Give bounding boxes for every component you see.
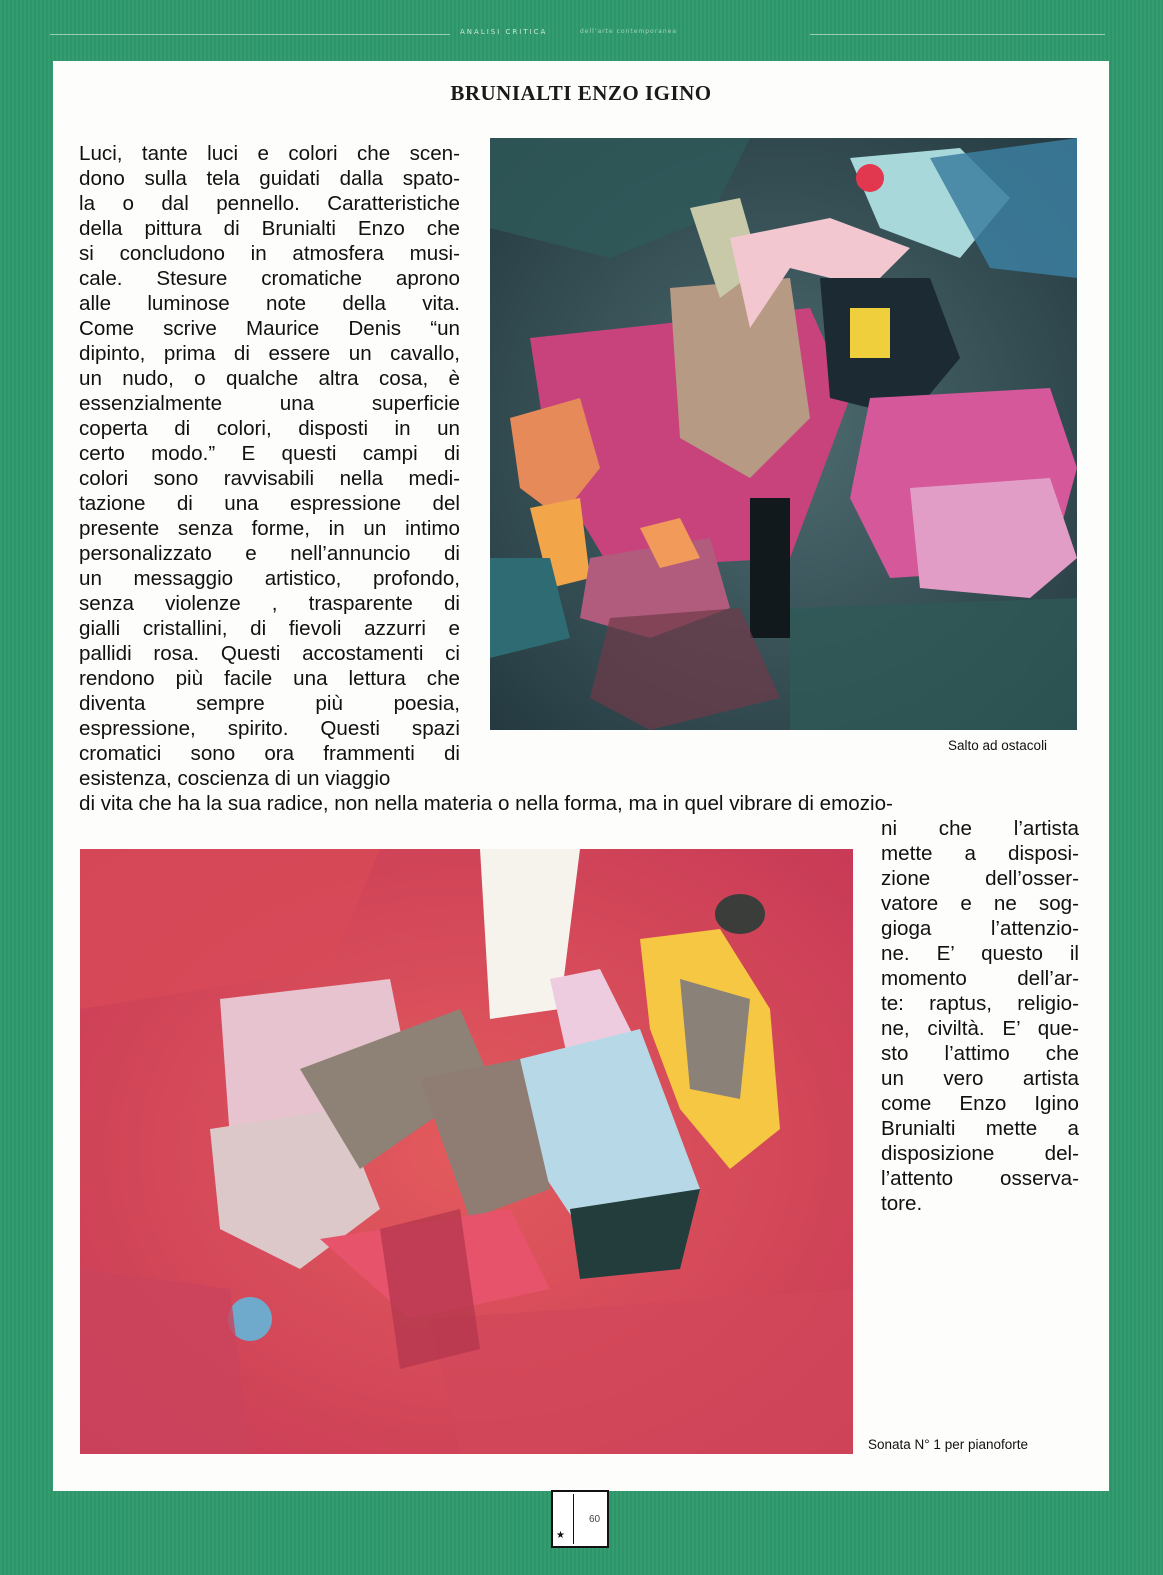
text-line: coperta di colori, disposti in un: [79, 417, 460, 440]
article-full-width-line: di vita che ha la sua radice, non nella materia o nella forma, ma in quel vibrare di emozio-: [79, 792, 893, 815]
text-line: presente senza forme, in un intimo: [79, 517, 460, 540]
text-line: pallidi rosa. Questi accostamenti ci: [79, 642, 460, 665]
painting-1-shape: [856, 164, 884, 192]
text-line: cromatici sono ora frammenti di: [79, 742, 460, 765]
caption-painting-2: Sonata N° 1 per pianoforte: [868, 1437, 1029, 1452]
text-line: tore.: [881, 1192, 923, 1215]
painting-1-shape: [790, 598, 1077, 730]
star-icon: ★: [556, 1530, 565, 1541]
section-sublabel: dell'arte contemporanea: [580, 28, 678, 35]
text-line: vatore e ne sog-: [881, 892, 1079, 915]
text-line: gioga l’attenzio-: [881, 917, 1079, 940]
text-line: ni che l’artista: [881, 817, 1079, 840]
text-line: cale. Stesure cromatiche aprono: [79, 267, 460, 290]
painting-sonata-n1: [80, 849, 853, 1454]
article-title: BRUNIALTI ENZO IGINO: [450, 81, 712, 105]
text-line: rendono più facile una lettura che: [79, 667, 460, 690]
text-line: personalizzato e nell’annuncio di: [79, 542, 460, 565]
text-line: ne. E’ questo il: [881, 942, 1079, 965]
text-line: gialli cristallini, di fievoli azzurri e: [79, 617, 460, 640]
header-rule-left: [50, 34, 450, 35]
text-line: un vero artista: [881, 1067, 1079, 1090]
painting-salto-ad-ostacoli: [490, 138, 1077, 730]
text-line: la o dal pennello. Caratteristiche: [79, 192, 460, 215]
page-number: 60: [589, 1514, 601, 1525]
text-line: zione dell’osser-: [881, 867, 1079, 890]
page-number-box: [551, 1490, 609, 1548]
text-line: alle luminose note della vita.: [79, 292, 460, 315]
text-line: espressione, spirito. Questi spazi: [79, 717, 460, 740]
running-header: [50, 24, 1105, 44]
caption-painting-1: Salto ad ostacoli: [948, 738, 1048, 753]
text-line: esistenza, coscienza di un viaggio: [79, 767, 391, 790]
text-line: tazione di una espressione del: [79, 492, 460, 515]
text-line: Luci, tante luci e colori che scen-: [79, 142, 460, 165]
text-line: essenzialmente una superficie: [79, 392, 460, 415]
text-line: ne, civiltà. E’ que-: [881, 1017, 1079, 1040]
text-line: mette a disposi-: [881, 842, 1079, 865]
article-column-2: [881, 816, 1079, 1216]
text-line: un nudo, o qualche altra cosa, è: [79, 367, 460, 390]
text-line: momento dell’ar-: [881, 967, 1079, 990]
text-line: sto l’attimo che: [881, 1042, 1079, 1065]
text-line: certo modo.” E questi campi di: [79, 442, 460, 465]
painting-2-shape: [680, 979, 750, 1099]
painting-2-shape: [80, 1269, 250, 1454]
text-line: senza violenze , trasparente di: [79, 592, 460, 615]
text-line: diventa sempre più poesia,: [79, 692, 460, 715]
text-line: colori sono ravvisabili nella medi-: [79, 467, 460, 490]
article-column-1: [79, 141, 460, 791]
painting-2-shape: [715, 894, 765, 934]
text-line: dono sulla tela guidati dalla spato-: [79, 167, 460, 190]
page-sheet: [53, 61, 1109, 1491]
header-rule-right: [810, 34, 1105, 35]
text-line: dipinto, prima di essere un cavallo,: [79, 342, 460, 365]
painting-1-shape: [750, 498, 790, 638]
text-line: si concludono in atmosfera musi-: [79, 242, 460, 265]
painting-1-shape: [850, 308, 890, 358]
text-line: un messaggio artistico, profondo,: [79, 567, 460, 590]
text-line: della pittura di Brunialti Enzo che: [79, 217, 460, 240]
text-line: come Enzo Igino: [881, 1092, 1079, 1115]
section-label: ANALISI CRITICA: [460, 28, 548, 36]
text-line: Come scrive Maurice Denis “un: [79, 317, 460, 340]
text-line: te: raptus, religio-: [881, 992, 1079, 1015]
text-line: l’attento osserva-: [881, 1167, 1079, 1190]
text-line: disposizione del-: [881, 1142, 1079, 1165]
text-line: Brunialti mette a: [881, 1117, 1079, 1140]
